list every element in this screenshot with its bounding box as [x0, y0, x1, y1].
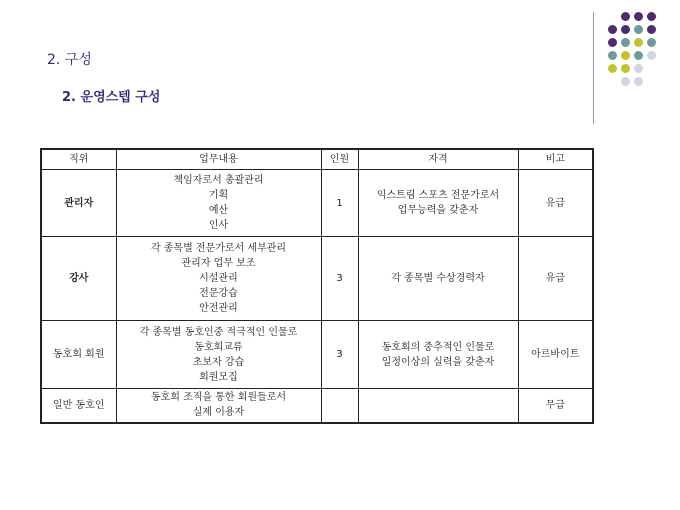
duty-line: 예산 [208, 205, 229, 216]
header-qualification: 자격 [358, 149, 518, 170]
cell-duties [116, 170, 321, 237]
decorative-dot [634, 64, 643, 73]
decorative-dot [621, 64, 630, 73]
cell-count: 3 [321, 321, 358, 389]
duty-line: 안전관리 [199, 303, 238, 314]
cell-duties [116, 237, 321, 321]
cell-position: 강사 [41, 237, 116, 321]
qualification-line: 일정이상의 실력을 갖춘자 [381, 356, 495, 368]
duty-line: 책임자로서 총괄관리 [173, 175, 264, 186]
duty-line: 전문강습 [199, 288, 238, 299]
table-row [41, 237, 593, 321]
header-count: 인원 [321, 149, 358, 170]
cell-count: 1 [321, 170, 358, 237]
decorative-dot [608, 25, 617, 34]
cell-qualification [358, 170, 518, 237]
duty-line: 시설관리 [199, 273, 238, 284]
duty-line: 각 종목별 동호인중 적극적인 인물로 [139, 326, 298, 338]
decorative-dot [634, 25, 643, 34]
decorative-dot [634, 12, 643, 21]
decorative-dot [608, 38, 617, 47]
header-position: 직위 [41, 149, 116, 170]
cell-position: 관리자 [41, 170, 116, 237]
qualification-line: 업무능력을 갖춘자 [397, 205, 479, 216]
table-row [41, 321, 593, 389]
table-row [41, 389, 593, 423]
decorative-dot [621, 12, 630, 21]
staff-table [40, 148, 594, 424]
header-duties: 업무내용 [116, 149, 321, 170]
subsection-title: 2. 운영스텝 구성 [62, 90, 161, 105]
divider-line [593, 12, 594, 124]
decorative-dot [621, 38, 630, 47]
decorative-dot [634, 51, 643, 60]
qualification-line: 각 종목별 수상경력자 [391, 273, 485, 284]
decorative-dot [647, 25, 656, 34]
cell-note: 아르바이트 [518, 321, 593, 389]
duty-line: 실제 이용자 [192, 407, 245, 419]
duty-line: 기획 [208, 190, 229, 201]
table-row [41, 170, 593, 237]
cell-qualification [358, 237, 518, 321]
decorative-dot [621, 77, 630, 86]
duty-line: 각 종목별 전문가로서 세부관리 [150, 243, 287, 254]
duty-line: 동호회 조직을 통한 회원들로서 [150, 392, 287, 404]
cell-note: 유급 [518, 237, 593, 321]
cell-duties [116, 389, 321, 423]
decorative-dot [621, 25, 630, 34]
qualification-line: 동호회의 중추적인 인물로 [381, 341, 495, 353]
decorative-dot [608, 51, 617, 60]
cell-note: 무급 [518, 389, 593, 423]
cell-position: 동호회 회원 [41, 321, 116, 389]
cell-qualification [358, 321, 518, 389]
decorative-dot [634, 38, 643, 47]
duty-line: 회원모집 [199, 371, 238, 383]
qualification-line: 익스트림 스포츠 전문가로서 [376, 190, 500, 201]
section-title: 2. 구성 [47, 52, 92, 68]
decorative-dot [621, 51, 630, 60]
cell-position: 일반 동호인 [41, 389, 116, 423]
decorative-dot [608, 64, 617, 73]
duty-line: 관리자 업무 보조 [181, 258, 256, 269]
decorative-dot [647, 51, 656, 60]
header-note: 비고 [518, 149, 593, 170]
cell-note: 유급 [518, 170, 593, 237]
cell-count: 3 [321, 237, 358, 321]
table-header-row [41, 149, 593, 170]
duty-line: 인사 [208, 220, 229, 231]
decorative-dot [634, 77, 643, 86]
duty-line: 동호회교류 [194, 341, 243, 353]
decorative-dot [647, 38, 656, 47]
cell-duties [116, 321, 321, 389]
decorative-dot [647, 12, 656, 21]
duty-line: 초보자 강습 [192, 356, 245, 368]
cell-qualification [358, 389, 518, 423]
cell-count [321, 389, 358, 423]
